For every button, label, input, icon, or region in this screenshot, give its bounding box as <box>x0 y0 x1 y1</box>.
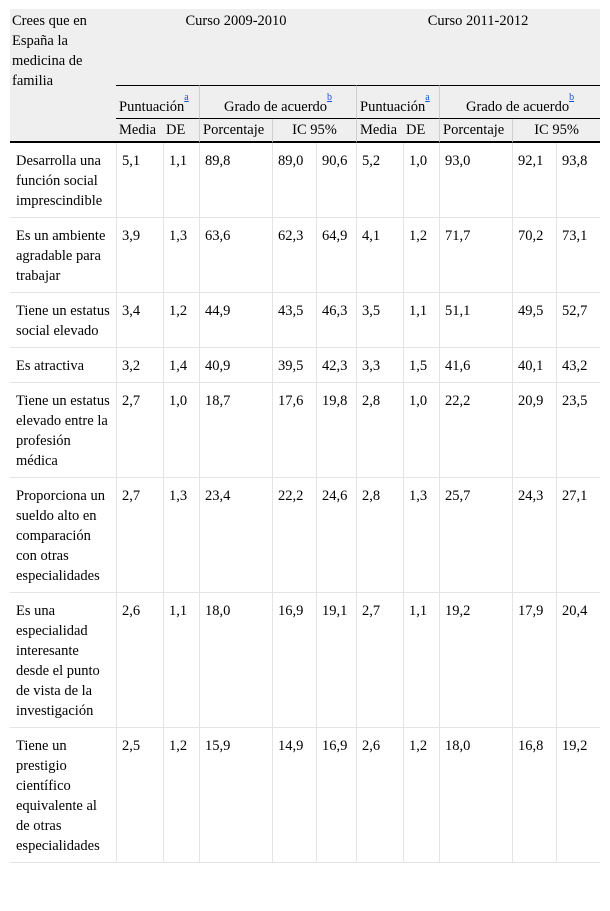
cell-porcentaje: 89,8 <box>199 143 272 218</box>
puntuacion-header-a: Puntuación$^{^a}$ <box>116 85 199 119</box>
cell-porcentaje: 44,9 <box>199 293 272 348</box>
table-row <box>10 728 600 863</box>
cell-porcentaje: 23,4 <box>199 478 272 593</box>
cell-ic-high: 23,5 <box>556 383 600 478</box>
table-header <box>10 9 600 143</box>
table-row <box>10 593 600 728</box>
cell-de: 1,3 <box>403 478 439 593</box>
cell-media: 5,2 <box>356 143 403 218</box>
cell-ic-high: 46,3 <box>316 293 356 348</box>
cell-porcentaje: 71,7 <box>439 218 512 293</box>
cell-ic-low: 39,5 <box>272 348 316 383</box>
porcentaje-header: Porcentaje <box>439 119 512 143</box>
cell-media: 2,8 <box>356 478 403 593</box>
cell-ic-low: 20,9 <box>512 383 556 478</box>
cell-ic-high: 43,2 <box>556 348 600 383</box>
cell-media: 2,7 <box>116 383 163 478</box>
cell-de: 1,3 <box>163 478 199 593</box>
cell-media: 2,6 <box>356 728 403 863</box>
cell-de: 1,0 <box>403 383 439 478</box>
cell-de: 1,5 <box>403 348 439 383</box>
footnote-link-a[interactable]: a <box>425 92 430 103</box>
cell-ic-high: 24,6 <box>316 478 356 593</box>
cell-porcentaje: 18,7 <box>199 383 272 478</box>
cell-media: 2,6 <box>116 593 163 728</box>
cell-porcentaje: 51,1 <box>439 293 512 348</box>
cell-ic-low: 43,5 <box>272 293 316 348</box>
cell-porcentaje: 40,9 <box>199 348 272 383</box>
footnote-link-b[interactable]: b <box>569 92 575 103</box>
grado-header-a: Grado de acuerdo$^{^b}$ <box>199 85 356 119</box>
cell-de: 1,1 <box>403 293 439 348</box>
cell-de: 1,4 <box>163 348 199 383</box>
row-label: Desarrolla una función social imprescindible <box>10 143 116 218</box>
cell-ic-high: 19,1 <box>316 593 356 728</box>
course-2009-header: Curso 2009-2010 <box>116 9 356 85</box>
cell-de: 1,2 <box>163 728 199 863</box>
cell-de: 1,2 <box>403 728 439 863</box>
cell-ic-high: 20,4 <box>556 593 600 728</box>
table-row <box>10 218 600 293</box>
cell-ic-high: 73,1 <box>556 218 600 293</box>
table-container <box>10 9 600 863</box>
row-label: Tiene un prestigio científico equivalente al de otras especialidades <box>10 728 116 863</box>
cell-media: 2,7 <box>116 478 163 593</box>
puntuacion-header-b: Puntuación$^{^a}$ <box>356 85 439 119</box>
cell-media: 3,4 <box>116 293 163 348</box>
media-header: Media <box>116 119 163 143</box>
table-row <box>10 293 600 348</box>
cell-ic-high: 64,9 <box>316 218 356 293</box>
cell-ic-low: 22,2 <box>272 478 316 593</box>
cell-de: 1,3 <box>163 218 199 293</box>
cell-ic-high: 27,1 <box>556 478 600 593</box>
cell-ic-high: 16,9 <box>316 728 356 863</box>
cell-porcentaje: 63,6 <box>199 218 272 293</box>
cell-ic-low: 24,3 <box>512 478 556 593</box>
footnote-link-a[interactable]: a <box>184 92 189 103</box>
cell-de: 1,0 <box>403 143 439 218</box>
cell-porcentaje: 93,0 <box>439 143 512 218</box>
cell-ic-low: 16,9 <box>272 593 316 728</box>
ic-header: IC 95% <box>512 119 600 143</box>
cell-ic-high: 19,2 <box>556 728 600 863</box>
cell-ic-low: 70,2 <box>512 218 556 293</box>
row-label: Es un ambiente agradable para trabajar <box>10 218 116 293</box>
cell-media: 2,5 <box>116 728 163 863</box>
row-label: Tiene un estatus social elevado <box>10 293 116 348</box>
cell-porcentaje: 19,2 <box>439 593 512 728</box>
cell-de: 1,2 <box>163 293 199 348</box>
cell-ic-high: 19,8 <box>316 383 356 478</box>
cell-ic-high: 42,3 <box>316 348 356 383</box>
cell-media: 3,9 <box>116 218 163 293</box>
cell-porcentaje: 15,9 <box>199 728 272 863</box>
cell-porcentaje: 18,0 <box>439 728 512 863</box>
cell-media: 3,3 <box>356 348 403 383</box>
cell-media: 3,2 <box>116 348 163 383</box>
row-label: Es atractiva <box>10 348 116 383</box>
row-label: Es una especialidad interesante desde el punto de vista de la investigación <box>10 593 116 728</box>
media-header: Media <box>356 119 403 143</box>
cell-ic-low: 16,8 <box>512 728 556 863</box>
course-2011-header: Curso 2011-2012 <box>356 9 600 85</box>
table-row <box>10 383 600 478</box>
cell-de: 1,2 <box>403 218 439 293</box>
cell-de: 1,1 <box>163 143 199 218</box>
cell-ic-high: 90,6 <box>316 143 356 218</box>
cell-de: 1,1 <box>403 593 439 728</box>
cell-porcentaje: 25,7 <box>439 478 512 593</box>
cell-de: 1,1 <box>163 593 199 728</box>
table-row <box>10 348 600 383</box>
survey-table <box>10 9 600 863</box>
cell-ic-low: 17,9 <box>512 593 556 728</box>
cell-media: 2,8 <box>356 383 403 478</box>
row-label: Proporciona un sueldo alto en comparación con otras especialidades <box>10 478 116 593</box>
ic-header: IC 95% <box>272 119 356 143</box>
cell-ic-low: 92,1 <box>512 143 556 218</box>
row-label: Tiene un estatus elevado entre la profesión médica <box>10 383 116 478</box>
cell-media: 3,5 <box>356 293 403 348</box>
cell-media: 4,1 <box>356 218 403 293</box>
cell-ic-high: 93,8 <box>556 143 600 218</box>
de-header: DE <box>403 119 439 143</box>
grado-header-b: Grado de acuerdo$^{^b}$ <box>439 85 600 119</box>
corner-header: Crees que en España la medicina de familia <box>10 9 116 143</box>
cell-ic-low: 89,0 <box>272 143 316 218</box>
cell-media: 5,1 <box>116 143 163 218</box>
cell-media: 2,7 <box>356 593 403 728</box>
cell-porcentaje: 18,0 <box>199 593 272 728</box>
cell-ic-low: 14,9 <box>272 728 316 863</box>
porcentaje-header: Porcentaje <box>199 119 272 143</box>
cell-ic-low: 40,1 <box>512 348 556 383</box>
cell-de: 1,0 <box>163 383 199 478</box>
table-row <box>10 478 600 593</box>
de-header: DE <box>163 119 199 143</box>
cell-ic-low: 17,6 <box>272 383 316 478</box>
footnote-link-b[interactable]: b <box>327 92 333 103</box>
cell-porcentaje: 41,6 <box>439 348 512 383</box>
table-body <box>10 143 600 863</box>
cell-ic-low: 49,5 <box>512 293 556 348</box>
table-row <box>10 143 600 218</box>
cell-porcentaje: 22,2 <box>439 383 512 478</box>
cell-ic-high: 52,7 <box>556 293 600 348</box>
cell-ic-low: 62,3 <box>272 218 316 293</box>
